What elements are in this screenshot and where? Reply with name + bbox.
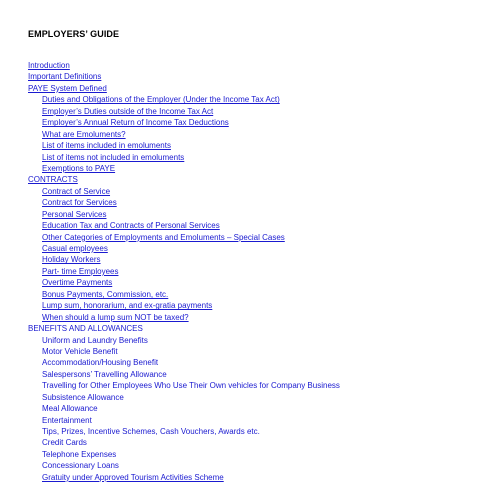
toc-item[interactable] xyxy=(0,300,480,311)
toc-link[interactable]: Other Categories of Employments and Emoluments – Special Cases xyxy=(42,232,285,242)
toc-link[interactable]: Uniform and Laundry Benefits xyxy=(42,335,148,345)
toc-link[interactable]: List of items not included in emoluments xyxy=(42,152,185,162)
toc-item[interactable] xyxy=(0,437,480,448)
toc-item[interactable] xyxy=(0,220,480,231)
toc-item[interactable] xyxy=(0,129,480,140)
toc-item[interactable] xyxy=(0,415,480,426)
toc-item[interactable] xyxy=(0,140,480,151)
toc-item[interactable] xyxy=(0,357,480,368)
toc-item[interactable] xyxy=(0,232,480,243)
toc-item[interactable] xyxy=(0,380,480,391)
toc-link[interactable]: Concessionary Loans xyxy=(42,461,119,471)
toc-item[interactable] xyxy=(0,163,480,174)
toc-link[interactable]: Telephone Expenses xyxy=(42,449,117,459)
document-title: EMPLOYERS’ GUIDE xyxy=(28,29,120,39)
toc-item[interactable] xyxy=(0,369,480,380)
toc-link[interactable]: Bonus Payments, Commission, etc. xyxy=(42,289,169,299)
toc-item[interactable] xyxy=(0,174,480,185)
toc-item[interactable] xyxy=(0,71,480,82)
toc-item[interactable] xyxy=(0,266,480,277)
toc-item[interactable] xyxy=(0,426,480,437)
toc-link[interactable]: List of items included in emoluments xyxy=(42,141,171,151)
toc-link[interactable]: What are Emoluments? xyxy=(42,129,126,139)
toc-item[interactable] xyxy=(0,346,480,357)
toc-link[interactable]: Credit Cards xyxy=(42,438,87,448)
toc-item[interactable] xyxy=(0,243,480,254)
toc-link[interactable]: Employer’s Annual Return of Income Tax Deductions xyxy=(42,118,229,128)
toc-item[interactable] xyxy=(0,94,480,105)
toc-link[interactable]: PAYE System Defined xyxy=(28,83,107,93)
toc-link[interactable]: Exemptions to PAYE xyxy=(42,163,116,173)
toc-item[interactable] xyxy=(0,209,480,220)
toc-link[interactable]: Education Tax and Contracts of Personal Services xyxy=(42,221,220,231)
toc-link[interactable]: Duties and Obligations of the Employer (Under the Income Tax Act) xyxy=(42,95,280,105)
toc-link[interactable]: Employer’s Duties outside of the Income Tax Act xyxy=(42,106,214,116)
toc-link[interactable]: Holiday Workers xyxy=(42,255,101,265)
toc-link[interactable]: Subsistence Allowance xyxy=(42,392,124,402)
toc-item[interactable] xyxy=(0,60,480,71)
toc-item[interactable] xyxy=(0,392,480,403)
toc-link[interactable]: Lump sum, honorarium, and ex-gratia payments xyxy=(42,301,213,311)
toc-item[interactable] xyxy=(0,117,480,128)
toc-link[interactable]: Salespersons’ Travelling Allowance xyxy=(42,369,167,379)
toc-item[interactable] xyxy=(0,83,480,94)
toc-link[interactable]: Gratuity under Approved Tourism Activities Scheme xyxy=(42,472,224,482)
toc-link[interactable]: Travelling for Other Employees Who Use Their Own vehicles for Company Business xyxy=(42,381,340,391)
toc-link[interactable]: When should a lump sum NOT be taxed? xyxy=(42,312,189,322)
toc-item[interactable] xyxy=(0,197,480,208)
toc-link[interactable]: Motor Vehicle Benefit xyxy=(42,346,118,356)
toc-item[interactable] xyxy=(0,152,480,163)
toc-item[interactable] xyxy=(0,254,480,265)
toc-link[interactable]: Meal Allowance xyxy=(42,404,98,414)
toc-item[interactable] xyxy=(0,403,480,414)
toc-link[interactable]: Tips, Prizes, Incentive Schemes, Cash Vouchers, Awards etc. xyxy=(42,427,260,436)
toc-item[interactable] xyxy=(0,460,480,471)
toc-item[interactable] xyxy=(0,323,480,334)
toc-link[interactable]: BENEFITS AND ALLOWANCES xyxy=(28,324,143,334)
toc-link[interactable]: Accommodation/Housing Benefit xyxy=(42,358,159,368)
toc-link[interactable]: Introduction xyxy=(28,61,70,70)
toc-item[interactable] xyxy=(0,277,480,288)
toc-link[interactable]: Personal Services xyxy=(42,209,107,219)
table-of-contents xyxy=(0,60,480,483)
toc-link[interactable]: Entertainment xyxy=(42,415,92,425)
toc-item[interactable] xyxy=(0,449,480,460)
toc-item[interactable] xyxy=(0,106,480,117)
toc-link[interactable]: Contract of Service xyxy=(42,186,111,196)
toc-item[interactable] xyxy=(0,186,480,197)
toc-link[interactable]: Important Definitions xyxy=(28,72,102,82)
toc-link[interactable]: Overtime Payments xyxy=(42,278,113,288)
toc-item[interactable] xyxy=(0,335,480,346)
toc-link[interactable]: Contract for Services xyxy=(42,198,117,208)
toc-link[interactable]: Casual employees xyxy=(42,244,108,253)
toc-link[interactable]: Part- time Employees xyxy=(42,266,119,276)
toc-item[interactable] xyxy=(0,312,480,323)
toc-link[interactable]: CONTRACTS xyxy=(28,175,78,185)
toc-item[interactable] xyxy=(0,472,480,483)
toc-item[interactable] xyxy=(0,289,480,300)
